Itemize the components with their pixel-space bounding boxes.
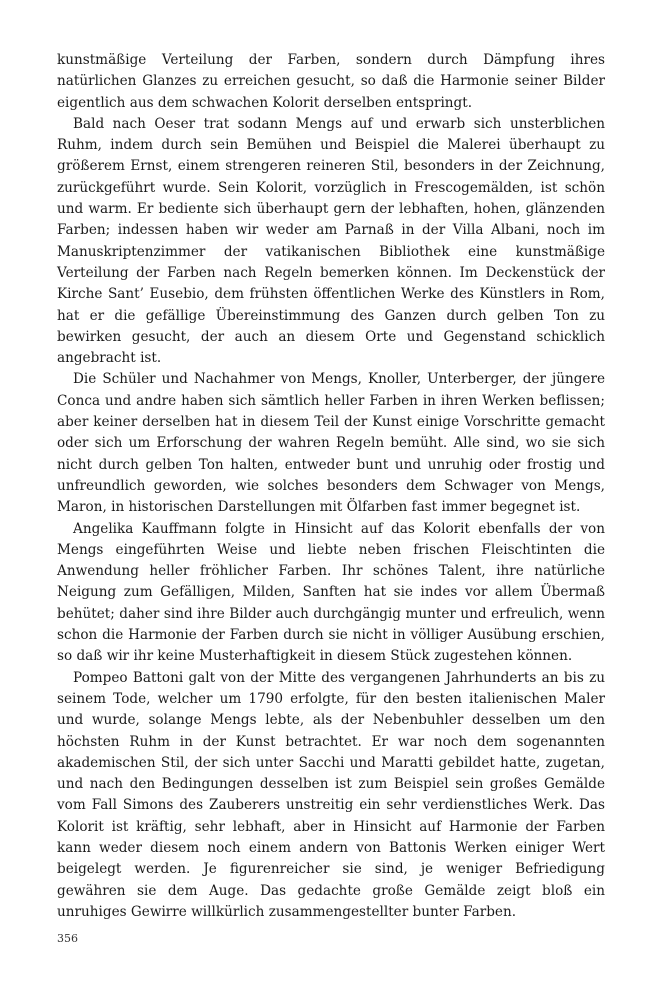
page-body xyxy=(57,50,605,923)
paragraph-kauffmann: Angelika Kauffmann folgte in Hinsicht auf das Kolorit ebenfalls der von Mengs eingeführten Weise und liebte neben frischen Fleischtinten die Anwendung heller fröhlicher Farben. Ihr schönes Talent, ihre natürliche Neigung zum Gefälligen, Milden, Sanften hat sie indes vor allem Übermaß behütet; daher sind ihre Bilder auch durchgängig munter und erfreulich, wenn schon die Harmonie der Farben durch sie nicht in völliger Ausübung erschien, so daß wir ihr keine Musterhaftigkeit in diesem Stück zugestehen können. xyxy=(57,520,605,665)
paragraph-mengs: Bald nach Oeser trat sodann Mengs auf und erwarb sich unsterblichen Ruhm, indem durch sein Bemühen und Beispiel die Malerei überhaupt zu größerem Ernst, einem strengeren reineren Stil, besonders in der Zeichnung, zurückgeführt wurde. Sein Kolorit, vorzüglich in Frescogemälden, ist schön und warm. Er bediente sich überhaupt gern der lebhaften, hohen, glänzenden Farben; indessen haben wir weder am Parnaß in der Villa Albani, noch im Manuskriptenzimmer der vatikanischen Bibliothek eine kunstmäßige Verteilung der Farben nach Regeln bemerken können. Im Deckenstück der Kirche Sant’ Eusebio, dem frühsten öffentlichen Werke des Künstlers in Rom, hat er die gefällige Übereinstimmung des Ganzen durch gelben Ton zu bewirken gesucht, der auch an diesem Orte und Gegenstand schicklich angebracht ist. xyxy=(57,115,605,367)
paragraph-battoni: Pompeo Battoni galt von der Mitte des vergangenen Jahrhunderts an bis zu seinem Tode, welcher um 1790 erfolgte, für den besten italienischen Maler und wurde, solange Mengs lebte, als der Nebenbuhler desselben um den höchsten Ruhm in der Kunst betrachtet. Er war noch dem sogenannten akademischen Stil, der sich unter Sacchi und Maratti gebildet hatte, zugetan, und nach den Bedingungen desselben ist zum Beispiel sein großes Gemälde vom Fall Simons des Zauberers unstreitig ein sehr verdienstliches Werk. Das Kolorit ist kräftig, sehr lebhaft, aber in Hinsicht auf Harmonie der Farben kann weder diesem noch einem andern von Battonis Werken einiger Wert beigelegt werden. Je figurenreicher sie sind, je weniger Befriedigung gewähren sie dem Auge. Das gedachte große Gemälde zeigt bloß ein unruhiges Gewirre willkürlich zusammengestellter bunter Farben. xyxy=(57,669,605,920)
paragraph-schueler: Die Schüler und Nachahmer von Mengs, Knoller, Unterberger, der jüngere Conca und andre haben sich sämtlich heller Farben in ihren Werken beflissen; aber keiner derselben hat in diesem Teil der Kunst einige Vorschritte gemacht oder sich um Erforschung der wahren Regeln bemüht. Alle sind, wo sie sich nicht durch gelben Ton halten, entweder bunt und unruhig oder frostig und unfreundlich geworden, wie solches besonders dem Schwager von Mengs, Maron, in historischen Darstellungen mit Ölfarben fast immer begegnet ist. xyxy=(57,371,605,516)
page-number: 356 xyxy=(57,932,78,945)
paragraph-continuation: kunstmäßige Verteilung der Farben, sondern durch Dämpfung ihres natürlichen Glanzes zu erreichen gesucht, so daß die Harmonie seiner Bilder eigentlich aus dem schwachen Kolorit derselben entspringt. xyxy=(57,52,605,111)
